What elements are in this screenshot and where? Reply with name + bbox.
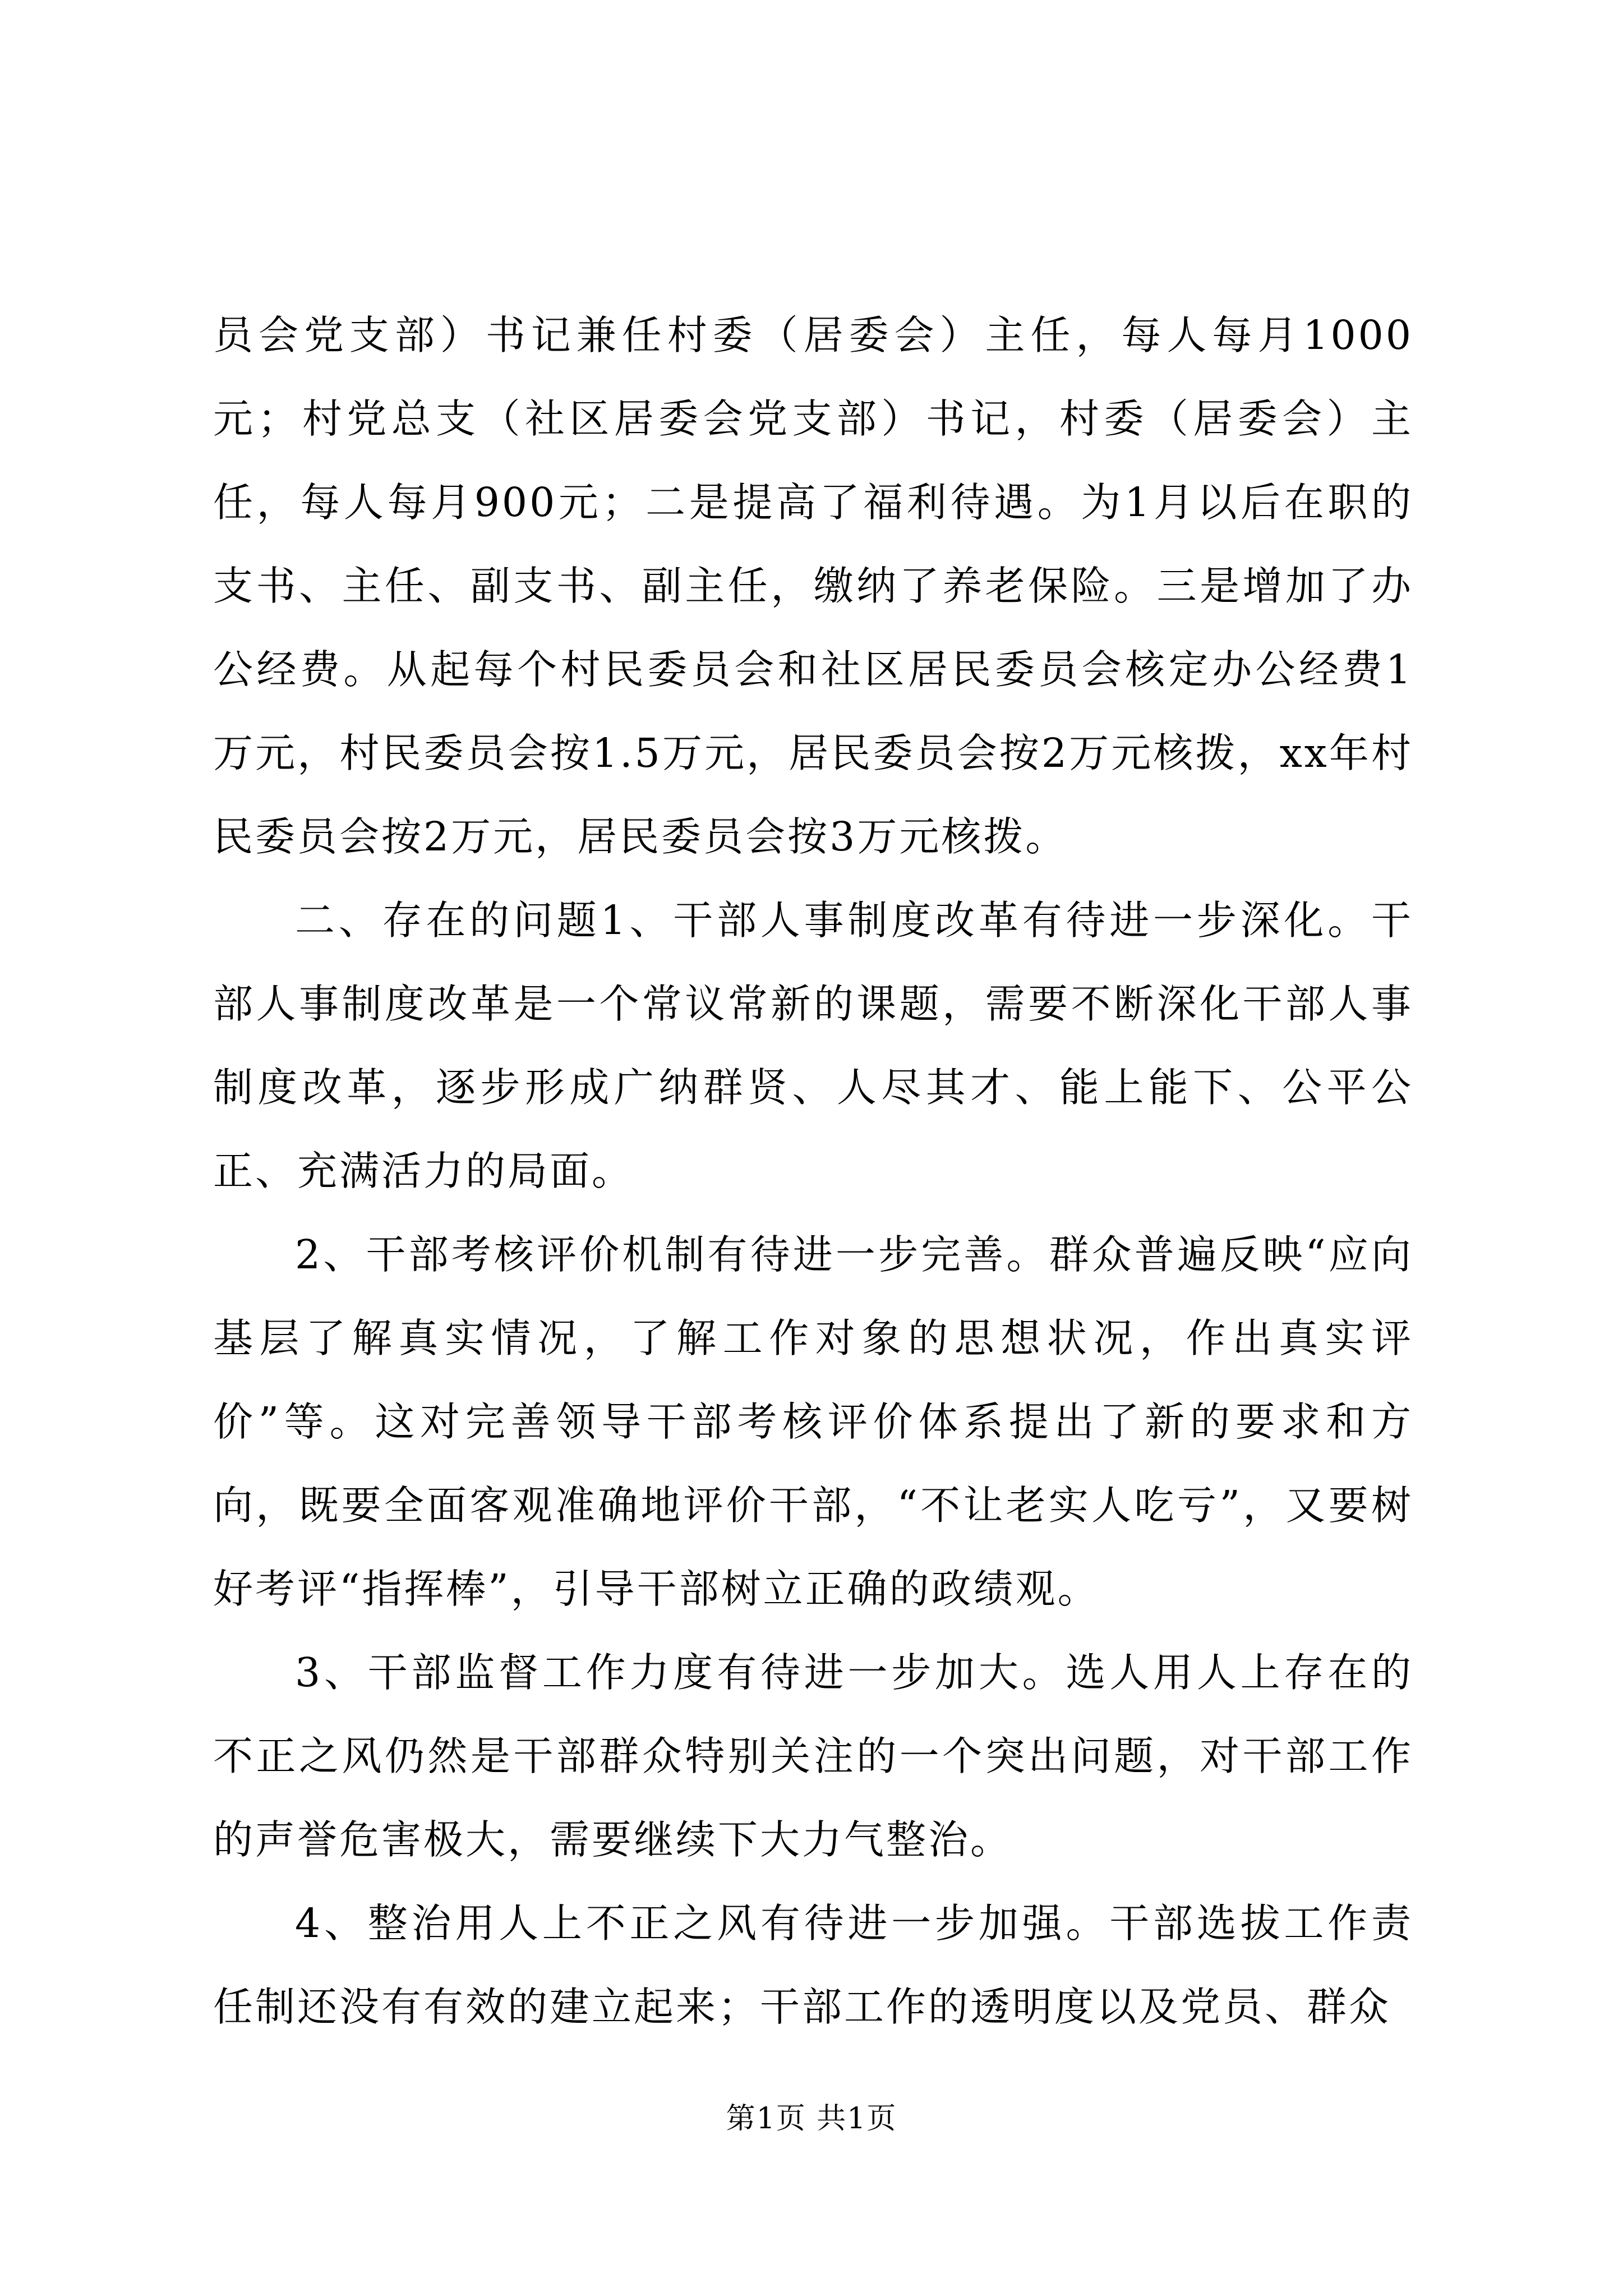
document-body: [213, 293, 1413, 2049]
paragraph-problem-2: 2、干部考核评价机制有待进一步完善。群众普遍反映“应向基层了解真实情况，了解工作对象的思想状况，作出真实评价”等。这对完善领导干部考核评价体系提出了新的要求和方向，既要全面客观准确地评价干部，“不让老实人吃亏”，又要树好考评“指挥棒”，引导干部树立正确的政绩观。: [213, 1231, 1413, 1612]
paragraph-problem-4: 4、整治用人上不正之风有待进一步加强。干部选拔工作责任制还没有有效的建立起来；干部工作的透明度以及党员、群众: [213, 1900, 1413, 2030]
page-footer: 第1页 共1页: [726, 2102, 897, 2136]
paragraph-problem-3: 3、干部监督工作力度有待进一步加大。选人用人上存在的不正之风仍然是干部群众特别关注的一个突出问题，对干部工作的声誉危害极大，需要继续下大力气整治。: [213, 1649, 1413, 1863]
paragraph-salary-benefits: 员会党支部）书记兼任村委（居委会）主任，每人每月1000元；村党总支（社区居委会党支部）书记，村委（居委会）主任，每人每月900元；二是提高了福利待遇。为1月以后在职的支书、主任、副支书、副主任，缴纳了养老保险。三是增加了办公经费。从起每个村民委员会和社区居民委员会核定办公经费1万元，村民委员会按1.5万元，居民委员会按2万元核拨，xx年村民委员会按2万元，居民委员会按3万元核拨。: [213, 312, 1413, 860]
paragraph-problem-1: 二、存在的问题1、干部人事制度改革有待进一步深化。干部人事制度改革是一个常议常新的课题，需要不断深化干部人事制度改革，逐步形成广纳群贤、人尽其才、能上能下、公平公正、充满活力的局面。: [213, 897, 1413, 1194]
